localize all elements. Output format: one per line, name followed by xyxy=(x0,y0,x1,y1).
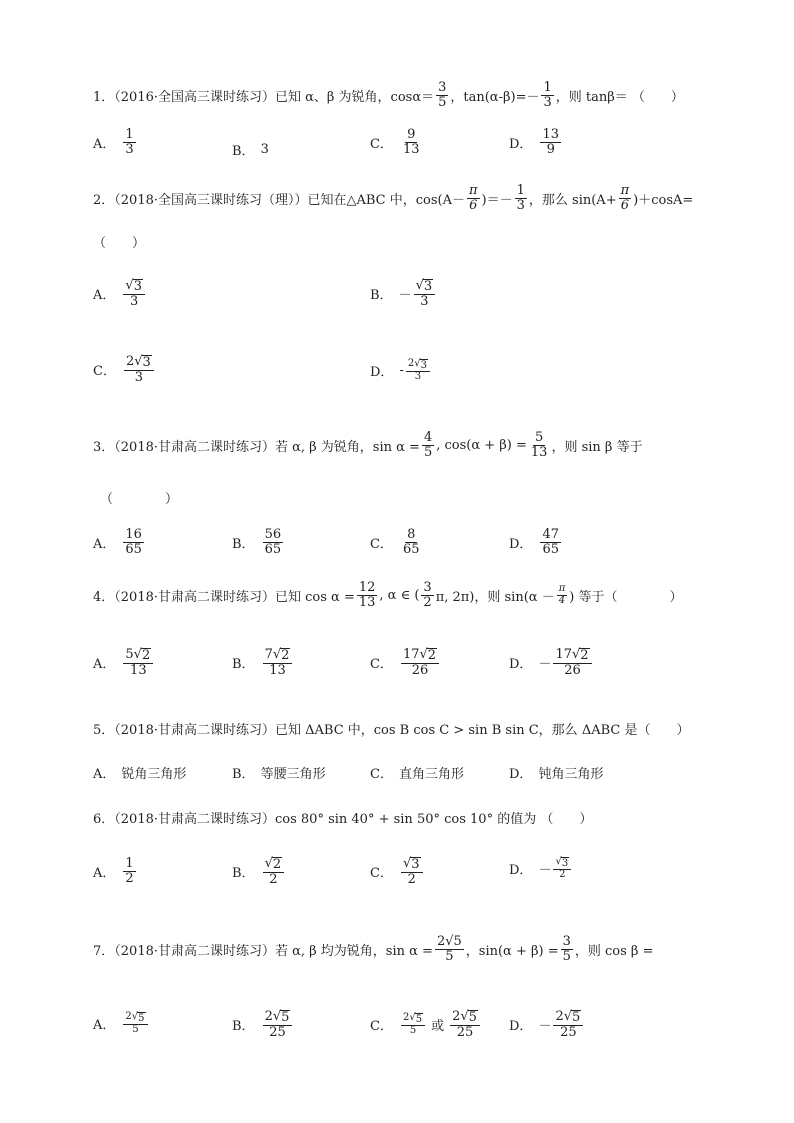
question-2-bracket: （ ） xyxy=(93,236,146,251)
q4-option-c[interactable]: C． 17 √ 2 26 xyxy=(370,648,441,678)
q1-option-a[interactable]: A． $\frac{1}{3}$ xyxy=(93,127,134,157)
q3-option-c[interactable]: C． $\frac{8}{65}$ xyxy=(370,527,420,557)
q1-text: 1．（2016·全国高三课时练习）已知 α、β 为锐角，cosα＝ xyxy=(93,89,435,105)
q5-option-a[interactable]: A． 锐角三角形 xyxy=(93,767,187,782)
q5-option-b[interactable]: B． 等腰三角形 xyxy=(232,767,326,782)
q1-option-c[interactable]: C． $\frac{9}{13}$ xyxy=(370,127,420,157)
q5-option-c[interactable]: C． 直角三角形 xyxy=(370,767,464,782)
question-5-stem: 5．（2018·甘肃高二课时练习）已知 ΔABC 中，cos B cos C > sin B sin C，那么 ΔABC 是（ ） xyxy=(93,723,690,738)
question-6-stem: 6．（2018·甘肃高二课时练习）cos 80° sin 40° + sin 50° cos 10° 的值为 （ ） xyxy=(93,812,593,827)
q6-option-c[interactable]: C． √ 3 2 xyxy=(370,857,425,887)
q2-option-d[interactable]: D． - 2 √ 3 3 xyxy=(370,359,432,383)
q2-option-a[interactable]: A． √ 3 3 xyxy=(93,279,147,309)
q3-option-a[interactable]: A． $\frac{16}{65}$ xyxy=(93,527,142,557)
q4-option-b[interactable]: B． 7 √ 2 13 xyxy=(232,648,294,678)
q5-option-d[interactable]: D． 钝角三角形 xyxy=(509,767,604,782)
q7-option-d[interactable]: D． － 2 √ 5 25 xyxy=(509,1010,585,1040)
q6-option-a[interactable]: A． $\frac{1}{2}$ xyxy=(93,856,134,886)
fraction: $\frac{1}{3}$ xyxy=(543,80,552,110)
q4-option-a[interactable]: A． 5 √ 2 13 xyxy=(93,648,155,678)
q4-option-d[interactable]: D． － 17 √ 2 26 xyxy=(509,648,594,678)
q1-option-d[interactable]: D． $\frac{13}{9}$ xyxy=(509,127,559,157)
q3-option-d[interactable]: D． $\frac{47}{65}$ xyxy=(509,527,559,557)
question-2-stem: 2．（2018·全国高三课时练习（理））已知在△ABC 中，cos(A－ $\frac{\pi}{6}$ )＝－ $\frac{1}{3}$ ，那么 sin(A+ $\frac{\pi}{6}$ )＋cosA= xyxy=(93,183,694,213)
q2-option-c[interactable]: C． 2 √ 3 3 xyxy=(93,355,156,385)
q6-option-d[interactable]: D． － √ 3 2 xyxy=(509,857,573,881)
q6-option-b[interactable]: B． √ 2 2 xyxy=(232,857,286,887)
q1-text: ，则 tanβ＝ （ ） xyxy=(555,89,684,105)
q3-option-b[interactable]: B． $\frac{56}{65}$ xyxy=(232,527,282,557)
q2-option-b[interactable]: B． － √ 3 3 xyxy=(370,279,437,309)
question-1-stem xyxy=(93,81,684,109)
q7-option-a[interactable]: A． 2 √ 5 5 xyxy=(93,1012,150,1036)
q7-option-c[interactable]: C． 2 √ 5 5 或 2 √ 5 25 xyxy=(370,1010,482,1040)
sqrt: √ 3 xyxy=(125,278,142,294)
question-3-stem: 3．（2018·甘肃高二课时练习）若 α, β 为锐角，sin α = $\frac{4}{5}$ , cos(α + β) = $\frac{5}{13}$ ，则 sin β 等于 xyxy=(93,430,643,460)
q1-text: ，tan(α-β)=－ xyxy=(450,89,540,105)
question-3-bracket: （ ） xyxy=(100,492,179,507)
question-7-stem: 7．（2018·甘肃高二课时练习）若 α, β 均为锐角，sin α = $\frac{2√5}{5}$ ，sin(α + β) = $\frac{3}{5}$ ，则 cos β = xyxy=(93,934,654,964)
fraction: $\frac{3}{5}$ xyxy=(438,80,447,110)
q1-option-b[interactable]: B． 3 xyxy=(232,142,269,159)
question-4-stem: 4．（2018·甘肃高二课时练习）已知 cos α = $\frac{12}{13}$ , α ∈ ( $\frac{3}{2}$ π, 2π)，则 sin(α － $\frac{\pi}{4}$ ) 等于（ ） xyxy=(93,580,683,610)
q7-option-b[interactable]: B． 2 √ 5 25 xyxy=(232,1010,294,1040)
